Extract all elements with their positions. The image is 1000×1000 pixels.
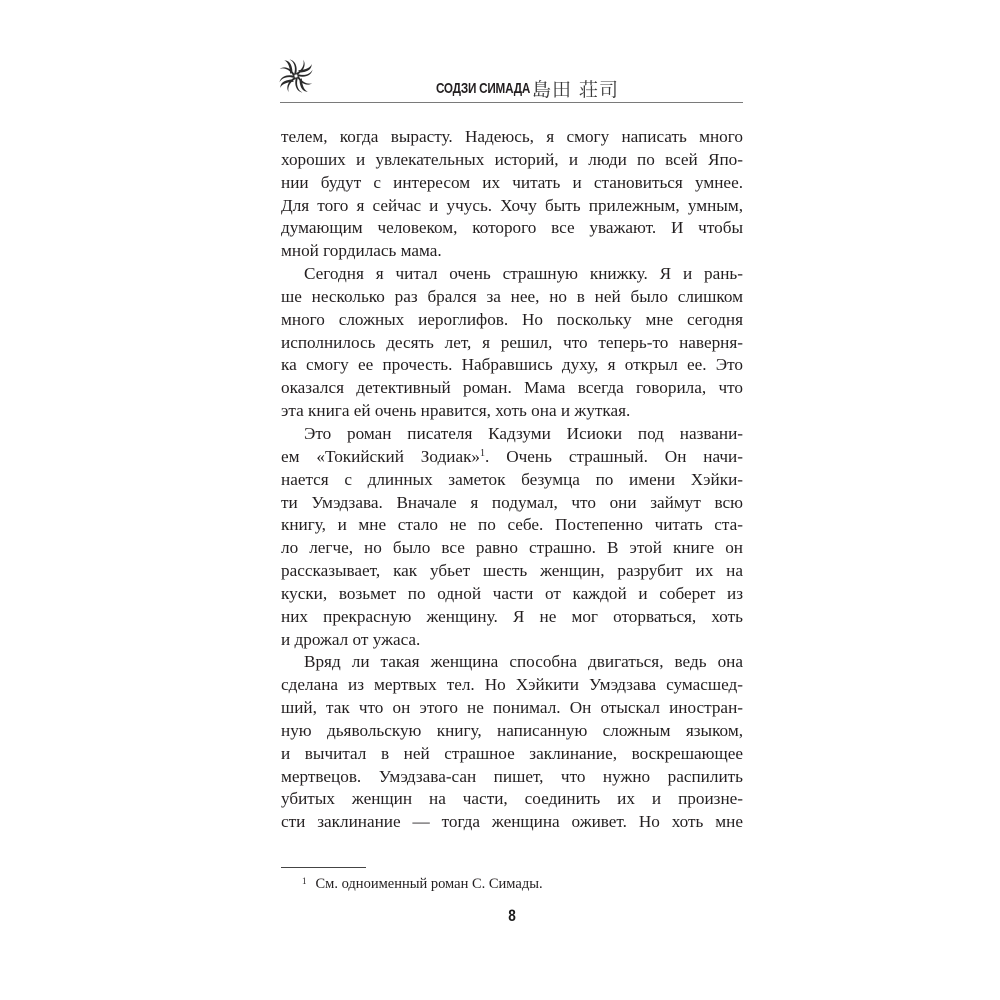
text-line: ло легче, но было все равно страшно. В этой книге он [281, 538, 743, 558]
body-text [281, 126, 743, 834]
text-line: сти заклинание — тогда женщина оживет. Но хоть мне [281, 812, 743, 832]
text-line: эта книга ей очень нравится, хоть она и жуткая. [281, 401, 631, 421]
text-line: нается с длинных заметок безумца по имени Хэйки- [281, 469, 743, 489]
text-line: ка смогу ее прочесть. Набравшись духу, я открыл ее. Это [281, 355, 743, 375]
text-line: Вряд ли такая женщина способна двигаться, ведь она [304, 652, 743, 672]
text-line: Для того я сейчас и учусь. Хочу быть прилежным, умным, [281, 195, 743, 215]
text-line: оказался детективный роман. Мама всегда говорила, что [281, 378, 743, 398]
text-line: телем, когда вырасту. Надеюсь, я смогу написать много [281, 127, 743, 146]
text-line: ти Умэдзава. Вначале я подумал, что они займут всю [281, 492, 743, 512]
header-author-name: СОДЗИ СИМАДА [436, 79, 531, 97]
running-header [436, 77, 619, 99]
footnote-rule [281, 867, 366, 868]
text-line: Сегодня я читал очень страшную книжку. Я и рань- [304, 264, 743, 284]
text-line: нии будут с интересом их читать и становиться умнее. [281, 172, 743, 192]
text-line-with-footnote-ref [281, 446, 743, 469]
text-line: ше несколько раз брался за нее, но в ней было слишком [281, 286, 743, 306]
paragraph [281, 651, 743, 834]
text-line: ший, так что он этого не понимал. Он отыскал иностран- [281, 698, 743, 718]
text-line: убитых женщин на части, соединить их и произне- [281, 789, 743, 809]
text-line: сделана из мертвых тел. Но Хэйкити Умэдзава сумасшед- [281, 675, 743, 695]
header-rule [280, 102, 743, 103]
footnote [302, 871, 543, 894]
text-line: книгу, и мне стало не по себе. Постепенно читать ста- [281, 515, 743, 535]
text-line: и дрожал от ужаса. [281, 629, 421, 649]
text-line: и вычитал в ней страшное заклинание, воскрешающее [281, 743, 743, 763]
paragraph [281, 423, 743, 651]
text-line: куски, возьмет по одной части от каждой и соберет из [281, 583, 743, 603]
swirl-logo-icon [278, 58, 314, 94]
text-line: мной гордилась мама. [281, 241, 442, 261]
text-line: мертвецов. Умэдзава-сан пишет, что нужно распилить [281, 766, 743, 786]
text-line: хороших и увлекательных историй, и люди по всей Япо- [281, 149, 743, 169]
footnote-mark: 1 [302, 876, 307, 886]
header-author-kanji: 島田 荘司 [532, 78, 620, 101]
text-line: Это роман писателя Кадзуми Исиоки под названи- [304, 423, 743, 443]
text-line: много сложных иероглифов. Но поскольку мне сегодня [281, 309, 743, 329]
footnote-text: См. одноименный роман С. Симады. [315, 876, 543, 892]
text-line: них прекрасную женщину. Я не мог оторваться, хоть [281, 606, 743, 626]
text-line: исполнилось десять лет, я решил, что теперь-то наверня- [281, 332, 743, 352]
footnote-reference[interactable]: 1 [480, 447, 486, 459]
page-number: 8 [508, 906, 516, 925]
text-line: думающим человеком, которого все уважают. И чтобы [281, 218, 743, 238]
text-segment: ем «Токийский Зодиак» [281, 446, 481, 466]
text-line: рассказывает, как убьет шесть женщин, разрубит их на [281, 561, 743, 581]
text-line: ную дьявольскую книгу, написанную сложным языком, [281, 720, 743, 740]
text-segment: . Очень страшный. Он начи- [485, 446, 743, 466]
paragraph [281, 126, 743, 263]
paragraph [281, 263, 743, 423]
